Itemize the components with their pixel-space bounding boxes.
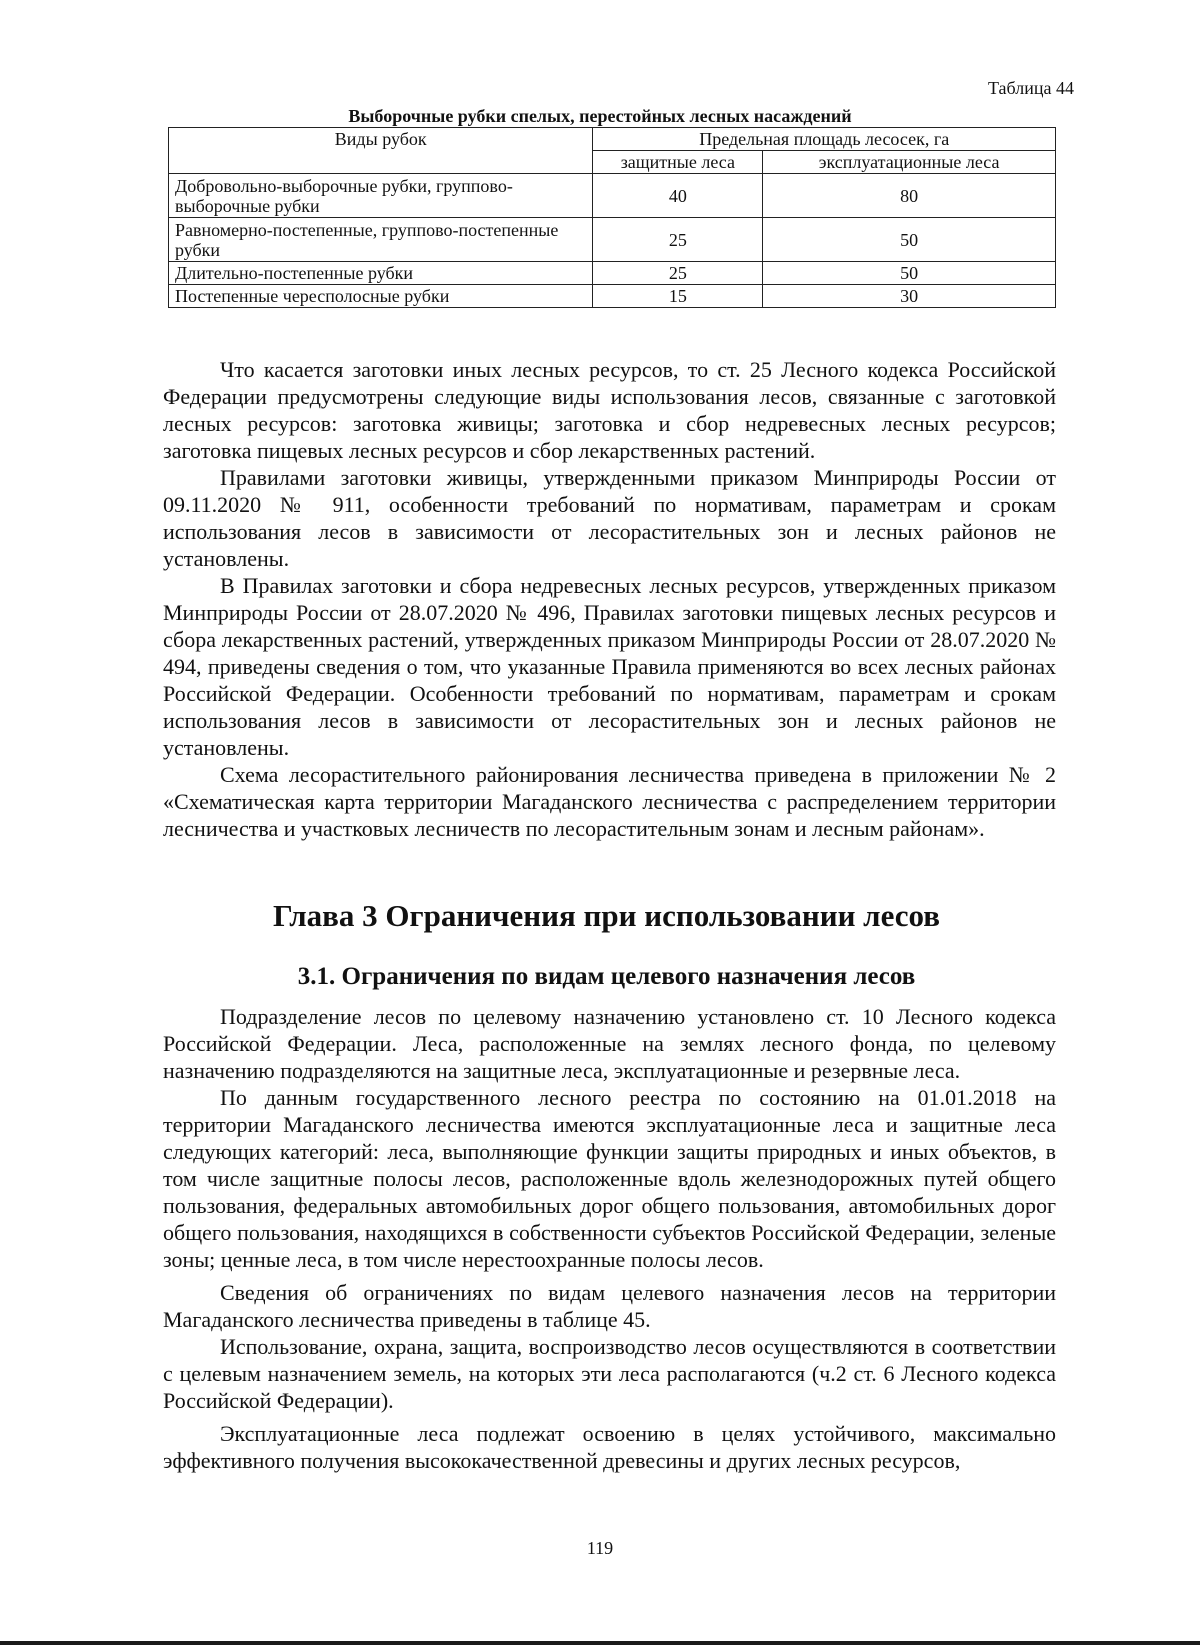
row-exploitation-value: 50 <box>763 262 1056 285</box>
felling-table <box>168 127 1056 308</box>
table-header-row <box>169 128 1056 151</box>
table-row <box>169 174 1056 218</box>
row-protective-value: 25 <box>593 262 763 285</box>
paragraph: Правилами заготовки живицы, утвержденными приказом Минприроды России от 09.11.2020 № 911, особенности требований по нормативам, параметрам и срокам использования лесов в зависимости от лесорастительных зон и лесных районов не установлены. <box>163 465 1056 571</box>
paragraph: Схема лесорастительного районирования лесничества приведена в приложении № 2 «Схематическая карта территории Магаданского лесничества с распределением территории лесничества и участковых лесничеств по лесорастительным зонам и лесным районам». <box>163 762 1056 841</box>
row-protective-value: 40 <box>593 174 763 218</box>
paragraph: Что касается заготовки иных лесных ресурсов, то ст. 25 Лесного кодекса Российской Федерации предусмотрены следующие виды использования лесов, связанные с заготовкой лесных ресурсов: заготовка живицы; заготовка и сбор недревесных лесных ресурсов; заготовка пищевых лесных ресурсов и сбор лекарственных растений. <box>163 357 1056 463</box>
table-row <box>169 262 1056 285</box>
header-exploitation-forests: эксплуатационные леса <box>763 151 1056 174</box>
page-number: 119 <box>586 1538 614 1558</box>
row-felling-name: Равномерно-постепенные, группово-постепенные рубки <box>169 218 593 262</box>
row-exploitation-value: 30 <box>763 285 1056 308</box>
paragraph: Подразделение лесов по целевому назначению установлено ст. 10 Лесного кодекса Российской Федерации. Леса, расположенные на землях лесного фонда, по целевому назначению подразделяются на защитные леса, эксплуатационные и резервные леса. <box>163 1004 1056 1083</box>
body-text-lower <box>163 1003 1056 1474</box>
paragraph: По данным государственного лесного реестра по состоянию на 01.01.2018 на территории Магаданского лесничества имеются эксплуатационные леса и защитные леса следующих категорий: леса, выполняющие функции защиты природных и иных объектов, в том числе защитные полосы лесов, расположенные вдоль железнодорожных путей общего пользования, федеральных автомобильных дорог общего пользования, автомобильных дорог общего пользования, находящихся в собственности субъектов Российской Федерации, зеленые зоны; ценные леса, в том числе нерестоохранные полосы лесов. <box>163 1085 1056 1272</box>
row-exploitation-value: 50 <box>763 218 1056 262</box>
header-max-area: Предельная площадь лесосек, га <box>593 128 1056 151</box>
scan-edge-rule <box>0 1641 1200 1645</box>
paragraph: Использование, охрана, защита, воспроизводство лесов осуществляются в соответствии с целевым назначением земель, на которых эти леса располагаются (ч.2 ст. 6 Лесного кодекса Российской Федерации). <box>163 1334 1056 1413</box>
chapter-title: Глава 3 Ограничения при использовании лесов <box>273 898 940 933</box>
table-row <box>169 285 1056 308</box>
table-label: Таблица 44 <box>988 78 1074 98</box>
paragraph: Эксплуатационные леса подлежат освоению в целях устойчивого, максимально эффективного получения высококачественной древесины и других лесных ресурсов, <box>163 1421 1056 1473</box>
row-protective-value: 15 <box>593 285 763 308</box>
row-felling-name: Длительно-постепенные рубки <box>169 262 593 285</box>
row-felling-name: Постепенные чересполосные рубки <box>169 285 593 308</box>
header-felling-type: Виды рубок <box>169 128 593 174</box>
row-felling-name: Добровольно-выборочные рубки, групповo-выборочные рубки <box>169 174 593 218</box>
row-protective-value: 25 <box>593 218 763 262</box>
section-title: 3.1. Ограничения по видам целевого назначения лесов <box>297 963 916 990</box>
body-text-upper <box>163 356 1056 842</box>
header-protective-forests: защитные леса <box>593 151 763 174</box>
table-title: Выборочные рубки спелых, перестойных лесных насаждений <box>348 106 852 126</box>
paragraph: В Правилах заготовки и сбора недревесных лесных ресурсов, утвержденных приказом Минприроды России от 28.07.2020 № 496, Правилах заготовки пищевых лесных ресурсов и сбора лекарственных растений, утвержденных приказом Минприроды России от 28.07.2020 № 494, приведены сведения о том, что указанные Правила применяются во всех лесных районах Российской Федерации. Особенности требований по нормативам, параметрам и срокам использования лесов в зависимости от лесорастительных зон и лесных районов не установлены. <box>163 573 1056 760</box>
paragraph: Сведения об ограничениях по видам целевого назначения лесов на территории Магаданского лесничества приведены в таблице 45. <box>163 1280 1056 1332</box>
row-exploitation-value: 80 <box>763 174 1056 218</box>
table-row <box>169 218 1056 262</box>
